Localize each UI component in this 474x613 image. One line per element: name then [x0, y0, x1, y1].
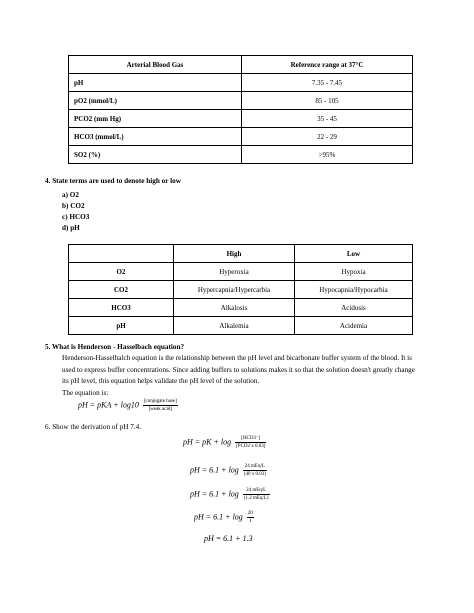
reference-range-table: [68, 55, 413, 164]
table-row: [69, 74, 413, 92]
table-cell: HCO3: [69, 299, 174, 317]
list-item: b) CO2: [62, 202, 85, 210]
question-6-title: 6. Show the derivation of pH 7.4.: [45, 423, 142, 431]
table-cell: 7.35 - 7.45: [242, 74, 413, 92]
table-header-cell: High: [174, 245, 295, 263]
table-header-cell: Arterial Blood Gas: [69, 56, 242, 74]
table-row: [69, 299, 413, 317]
step-lhs: pH = 6.1 + log: [190, 465, 239, 475]
fraction-denominator: [PCO2 x 0.03]: [236, 444, 266, 449]
table-row: [69, 110, 413, 128]
table-header-cell: [69, 245, 174, 263]
table-header-cell: Low: [295, 245, 413, 263]
table-cell: Alkalosis: [174, 299, 295, 317]
equation-label: The equation is:: [62, 389, 109, 397]
table-header-row: [69, 245, 413, 263]
fraction-denominator: [weak acid]: [148, 407, 173, 412]
table-row: [69, 263, 413, 281]
table-cell: Alkalemia: [174, 317, 295, 335]
table-row: [69, 317, 413, 335]
derivation-step-2: [190, 463, 269, 478]
step-fraction: [243, 487, 270, 502]
fraction-denominator: (40 x 0.03): [243, 472, 266, 477]
fraction-numerator: 24 mEq/L: [243, 487, 270, 495]
fraction-numerator: 20: [247, 511, 253, 516]
list-item: d) pH: [62, 224, 80, 232]
fraction-denominator: 1: [249, 519, 252, 524]
table-cell: pH: [69, 74, 242, 92]
derivation-step-3: [190, 487, 272, 502]
fraction-numerator: 24 mEq/L: [244, 464, 265, 469]
answer-paragraph: Henderson-Hasselbalch equation is the relationship between the pH level and bicarbonate buffer system of the blood. It is used to express buffer concentrations. Since adding buffers to solutions makes it so that the solution doesn't greatly change its pH level, this equation helps validate the pH level of the solution.: [62, 354, 415, 385]
table-row: [69, 146, 413, 164]
henderson-equation: [78, 398, 180, 413]
fraction-numerator: [HCO3⁻]: [235, 435, 266, 443]
table-cell: Acidemia: [295, 317, 413, 335]
table-cell: 35 - 45: [242, 110, 413, 128]
table-cell: Hypocapnia/Hypocarbia: [295, 281, 413, 299]
equation-fraction: [143, 398, 178, 413]
high-low-terms-table: [68, 244, 413, 335]
table-row: [69, 128, 413, 146]
table-cell: O2: [69, 263, 174, 281]
table-cell: 85 - 105: [242, 92, 413, 110]
step-lhs: pH = pK + log: [183, 437, 232, 447]
list-item: a) O2: [62, 191, 79, 199]
table-cell: CO2: [69, 281, 174, 299]
step-fraction: [235, 435, 266, 450]
table-cell: >95%: [242, 146, 413, 164]
table-cell: 22 - 29: [242, 128, 413, 146]
table-cell: pO2 (mmol/L): [69, 92, 242, 110]
table-cell: Hyperoxia: [174, 263, 295, 281]
step-lhs: pH = 6.1 + 1.3: [204, 534, 253, 543]
table-cell: pH: [69, 317, 174, 335]
step-fraction: [243, 463, 267, 478]
table-cell: PCO2 (mm Hg): [69, 110, 242, 128]
step-lhs: pH = 6.1 + log: [190, 489, 239, 499]
table-cell: Hypercapnia/Hypercarbia: [174, 281, 295, 299]
equation-lhs: pH = pKA + log10: [78, 400, 139, 410]
derivation-step-4: [194, 510, 256, 525]
derivation-step-1: [183, 435, 268, 450]
derivation-step-5: [204, 534, 253, 543]
fraction-numerator: [conjugate base]: [143, 399, 177, 404]
table-cell: Hypoxia: [295, 263, 413, 281]
fraction-denominator: (1.2 mEq/L): [243, 496, 269, 501]
step-fraction: [247, 510, 254, 525]
table-row: [69, 281, 413, 299]
step-lhs: pH = 6.1 + log: [194, 512, 243, 522]
table-header-row: [69, 56, 413, 74]
table-row: [69, 92, 413, 110]
table-header-cell: Reference range at 37°C: [242, 56, 413, 74]
list-item: c) HCO3: [62, 213, 90, 221]
question-5-title: 5. What is Henderson - Hasselbach equation?: [45, 343, 185, 351]
table-cell: SO2 (%): [69, 146, 242, 164]
table-cell: Acidosis: [295, 299, 413, 317]
question-4-title: 4. State terms are used to denote high or low: [45, 177, 181, 185]
table-cell: HCO3 (mmol/L): [69, 128, 242, 146]
